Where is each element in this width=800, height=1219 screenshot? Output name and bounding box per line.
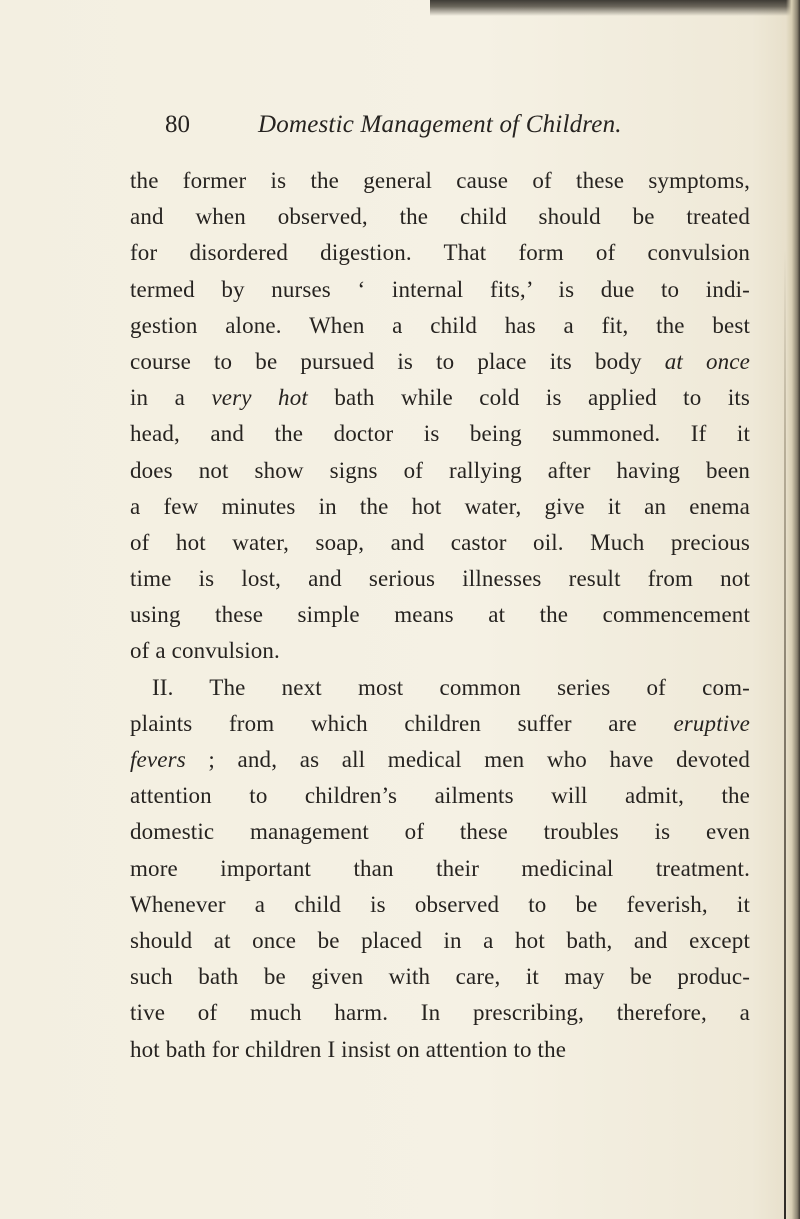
scan-shadow <box>430 0 800 16</box>
text-line <box>130 814 750 850</box>
line-text: Whenever a child is observed to be feverish, it <box>130 891 750 917</box>
line-text: more important than their medicinal treatment. <box>130 855 750 881</box>
line-text: head, and the doctor is being summoned. If it <box>130 421 750 447</box>
line-text: plaints from which children suffer are <box>130 710 674 736</box>
body-text <box>130 163 750 1068</box>
line-text: ; and, as all medical men who have devoted <box>185 747 750 772</box>
line-text: using these simple means at the commencement <box>130 602 750 628</box>
line-text: course to be pursued is to place its body <box>130 348 665 374</box>
line-text: II. The next most common series of com- <box>152 674 750 700</box>
text-line <box>130 525 750 561</box>
text-line <box>130 453 750 489</box>
text-line <box>130 670 750 706</box>
page-edge <box>786 0 800 1219</box>
line-text: bath while cold is applied to its <box>307 385 750 411</box>
text-line <box>130 489 750 525</box>
italic-text: eruptive <box>673 710 750 736</box>
page-number: 80 <box>165 111 190 138</box>
line-text: time is lost, and serious illnesses result from not <box>130 566 750 592</box>
line-text: attention to children’s ailments will admit, the <box>130 783 750 809</box>
text-line <box>130 995 750 1031</box>
text-line <box>130 235 750 271</box>
text-line <box>130 706 750 742</box>
text-line <box>130 163 750 199</box>
text-line <box>130 851 750 887</box>
italic-text: very hot <box>211 385 308 411</box>
line-text: hot bath for children I insist on attention to the <box>130 1036 567 1062</box>
text-line <box>130 597 750 633</box>
line-text: of hot water, soap, and castor oil. Much precious <box>130 529 750 555</box>
italic-text: fevers <box>130 747 186 772</box>
line-text: gestion alone. When a child has a fit, the best <box>130 312 750 338</box>
text-line <box>130 1032 750 1068</box>
text-line <box>130 199 750 235</box>
line-text: does not show signs of rallying after having been <box>130 457 750 483</box>
line-text: of a convulsion. <box>130 638 280 664</box>
line-text: such bath be given with care, it may be produc- <box>130 964 750 990</box>
line-text: and when observed, the child should be treated <box>130 204 750 230</box>
line-text: in a <box>130 385 212 411</box>
text-line <box>130 380 750 416</box>
text-line <box>130 308 750 344</box>
italic-text: at once <box>664 348 750 374</box>
text-line <box>130 344 750 380</box>
text-line <box>130 561 750 597</box>
running-header <box>165 108 725 142</box>
line-text: for disordered digestion. That form of convulsion <box>130 240 750 266</box>
text-line <box>130 742 750 778</box>
text-line <box>130 959 750 995</box>
text-line <box>130 923 750 959</box>
line-text: tive of much harm. In prescribing, therefore, a <box>130 1000 750 1026</box>
text-line <box>130 416 750 452</box>
line-text: should at once be placed in a hot bath, and except <box>130 927 750 953</box>
line-text: domestic management of these troubles is even <box>130 819 750 845</box>
text-line <box>130 272 750 308</box>
text-line <box>130 633 750 669</box>
text-line <box>130 887 750 923</box>
text-line <box>130 778 750 814</box>
line-text: a few minutes in the hot water, give it an enema <box>130 493 750 519</box>
line-text: the former is the general cause of these symptoms, <box>130 168 750 193</box>
binding-shadow <box>784 250 786 1219</box>
line-text: termed by nurses ‘ internal fits,’ is due to indi- <box>130 276 750 302</box>
running-title: Domestic Management of Children. <box>258 111 622 138</box>
